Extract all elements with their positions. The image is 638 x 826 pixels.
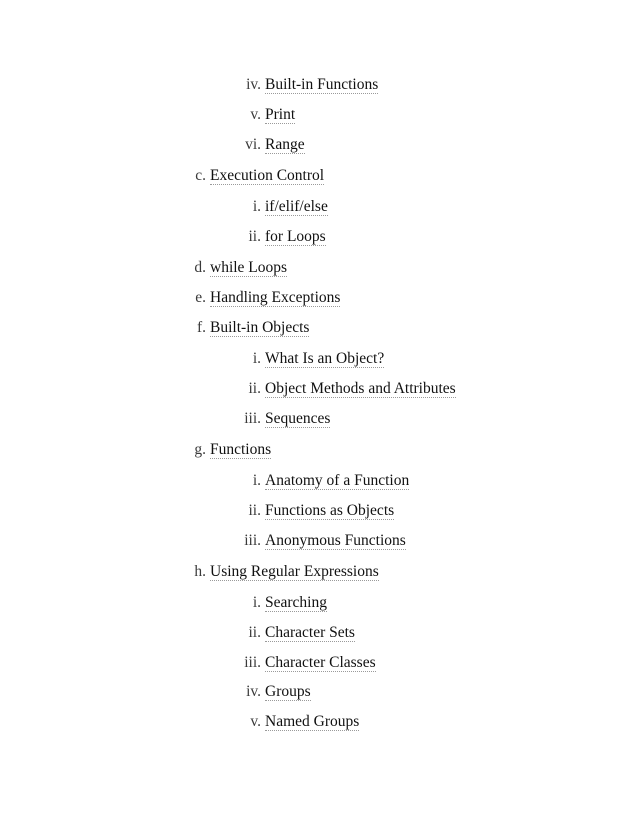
toc-item-what-is-an-object — [0, 348, 384, 370]
toc-marker: g. — [194, 441, 206, 458]
toc-link-for-loops[interactable]: for Loops — [265, 228, 326, 245]
toc-link-character-sets[interactable]: Character Sets — [265, 624, 355, 641]
toc-link-while-loops[interactable]: while Loops — [210, 259, 288, 276]
toc-item-anonymous-functions — [0, 530, 406, 552]
toc-item-object-methods-and-attributes — [0, 378, 456, 400]
toc-item-if-elif-else — [0, 196, 328, 218]
toc-link-range[interactable]: Range — [265, 136, 305, 153]
toc-item-for-loops — [0, 226, 326, 248]
toc-marker: iv. — [246, 76, 261, 93]
toc-marker: iv. — [246, 683, 261, 700]
toc-marker: i. — [252, 350, 261, 367]
toc-link-handling-exceptions[interactable]: Handling Exceptions — [210, 289, 341, 306]
toc-link-print[interactable]: Print — [265, 106, 296, 123]
toc-link-character-classes[interactable]: Character Classes — [265, 654, 376, 671]
toc-item-execution-control — [0, 165, 324, 187]
toc-marker: ii. — [248, 228, 261, 245]
toc-link-using-regular-expressions[interactable]: Using Regular Expressions — [210, 563, 379, 580]
toc-item-character-classes — [0, 652, 376, 674]
toc-marker: ii. — [248, 502, 261, 519]
toc-link-named-groups[interactable]: Named Groups — [265, 713, 360, 730]
toc-marker: vi. — [245, 136, 261, 153]
toc-item-sequences — [0, 408, 330, 430]
toc-item-groups — [0, 681, 311, 703]
toc-marker: iii. — [244, 532, 261, 549]
toc-marker: ii. — [248, 380, 261, 397]
toc-marker: e. — [195, 289, 206, 306]
toc-item-while-loops — [0, 257, 287, 279]
toc-link-groups[interactable]: Groups — [265, 683, 311, 700]
toc-item-range — [0, 134, 305, 156]
toc-marker: ii. — [248, 624, 261, 641]
toc-link-if-elif-else[interactable]: if/elif/else — [265, 198, 328, 215]
toc-item-built-in-functions — [0, 74, 378, 96]
toc-marker: i. — [252, 594, 261, 611]
toc-link-object-methods-and-attributes[interactable]: Object Methods and Attributes — [265, 380, 456, 397]
toc-item-anatomy-of-a-function — [0, 470, 409, 492]
toc-item-using-regular-expressions — [0, 561, 379, 583]
toc-marker: iii. — [244, 654, 261, 671]
toc-link-anonymous-functions[interactable]: Anonymous Functions — [265, 532, 406, 549]
toc-marker: d. — [194, 259, 206, 276]
toc-link-functions-as-objects[interactable]: Functions as Objects — [265, 502, 395, 519]
toc-marker: v. — [250, 106, 261, 123]
toc-marker: f. — [196, 319, 206, 336]
toc-link-execution-control[interactable]: Execution Control — [210, 167, 325, 184]
toc-item-handling-exceptions — [0, 287, 340, 309]
toc-item-searching — [0, 592, 327, 614]
toc-item-functions — [0, 439, 271, 461]
toc-link-what-is-an-object[interactable]: What Is an Object? — [265, 350, 385, 367]
toc-link-functions[interactable]: Functions — [210, 441, 272, 458]
toc-link-built-in-objects[interactable]: Built-in Objects — [210, 319, 310, 336]
toc-link-built-in-functions[interactable]: Built-in Functions — [265, 76, 379, 93]
toc-link-searching[interactable]: Searching — [265, 594, 327, 611]
toc-item-character-sets — [0, 622, 355, 644]
toc-item-named-groups — [0, 711, 359, 733]
toc-marker: iii. — [244, 410, 261, 427]
toc-link-anatomy-of-a-function[interactable]: Anatomy of a Function — [265, 472, 410, 489]
toc-link-sequences[interactable]: Sequences — [265, 410, 331, 427]
toc-item-print — [0, 104, 295, 126]
toc-marker: i. — [252, 198, 261, 215]
toc-marker: v. — [250, 713, 261, 730]
toc-marker: h. — [194, 563, 206, 580]
toc-marker: c. — [195, 167, 206, 184]
toc-item-functions-as-objects — [0, 500, 394, 522]
toc-item-built-in-objects — [0, 317, 309, 339]
toc-marker: i. — [252, 472, 261, 489]
